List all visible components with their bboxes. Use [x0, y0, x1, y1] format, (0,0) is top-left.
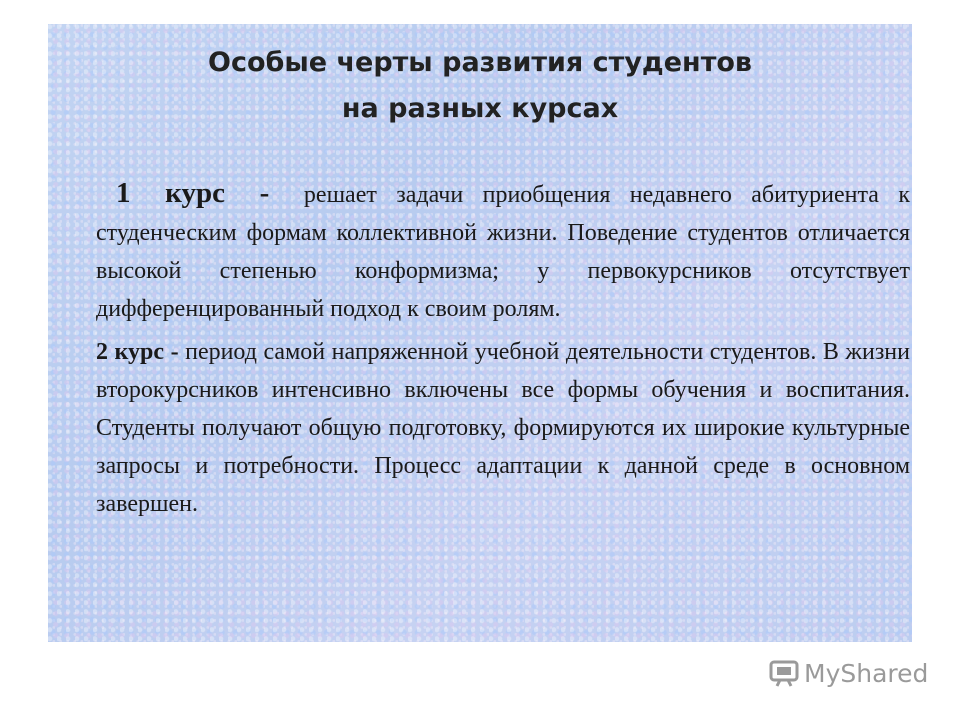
paragraph-text: период самой напряженной учебной деятельности студентов. В жизни второкурсников интенсивно включены все формы обучения и воспитания. Студенты получают общую подготовку, формируются их широкие культурные запросы и потребности. Процесс адаптации к данной среде в основном завершен.: [96, 339, 910, 517]
paragraph-first-course: [96, 174, 910, 328]
myshared-watermark: [768, 656, 928, 690]
slide-title-line1: Особые черты развития студентов: [208, 47, 752, 78]
slide-title: [48, 40, 912, 132]
slide: [48, 24, 912, 642]
paragraph-text: решает задачи приобщения недавнего абитуриента к студенческим формам коллективной жизни. Поведение студентов отличается высокой степенью конформизма; у первокурсников отсутствует дифференцированный подход к своим ролям.: [96, 182, 910, 322]
watermark-text: MyShared: [804, 658, 929, 688]
paragraph-lead: 1 курс -: [116, 177, 304, 209]
slide-title-line2: на разных курсах: [341, 93, 619, 124]
paragraph-second-course: [96, 333, 910, 523]
myshared-logo-icon: [768, 658, 802, 688]
paragraph-lead: 2 курс -: [96, 339, 186, 365]
slide-body: [96, 174, 910, 523]
